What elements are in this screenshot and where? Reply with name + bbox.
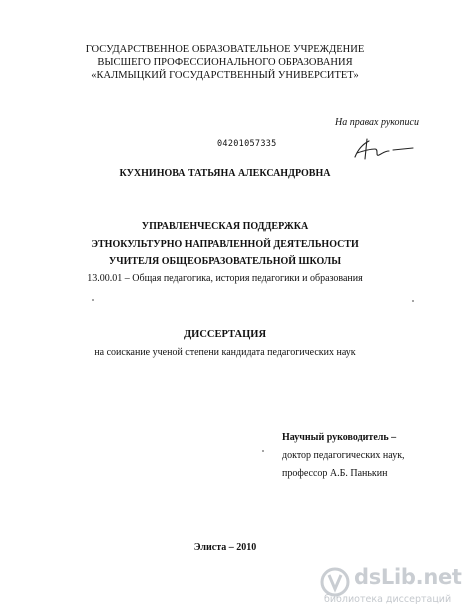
- supervisor-label: Научный руководитель –: [282, 432, 397, 443]
- institution-line-3: «КАЛМЫЦКИЙ ГОСУДАРСТВЕННЫЙ УНИВЕРСИТЕТ»: [91, 70, 359, 81]
- watermark: [320, 565, 462, 610]
- degree-statement: на соискание ученой степени кандидата педагогических наук: [94, 347, 356, 358]
- stray-mark: [412, 300, 414, 302]
- specialty: 13.00.01 – Общая педагогика, история педагогики и образования: [87, 273, 363, 284]
- supervisor-name: профессор А.Б. Панькин: [282, 468, 388, 479]
- watermark-site: dsLib.net: [354, 565, 462, 589]
- signature: [345, 135, 415, 165]
- institution-line-1: ГОСУДАРСТВЕННОЕ ОБРАЗОВАТЕЛЬНОЕ УЧРЕЖДЕНИЕ: [85, 44, 365, 55]
- place-year: Элиста – 2010: [193, 542, 257, 553]
- title-line-1: УПРАВЛЕНЧЕСКАЯ ПОДДЕРЖКА: [141, 221, 309, 232]
- watermark-subtitle: библиотека диссертаций: [324, 594, 452, 605]
- author-name: КУХНИНОВА ТАТЬЯНА АЛЕКСАНДРОВНА: [119, 168, 331, 179]
- stray-mark: [262, 450, 264, 452]
- institution-line-2: ВЫСШЕГО ПРОФЕССИОНАЛЬНОГО ОБРАЗОВАНИЯ: [97, 57, 353, 68]
- dslib-logo-icon: [320, 567, 350, 597]
- inventory-number: 04201057335: [217, 139, 277, 149]
- stray-mark: [92, 299, 94, 301]
- title-line-3: УЧИТЕЛЯ ОБЩЕОБРАЗОВАТЕЛЬНОЙ ШКОЛЫ: [108, 256, 342, 267]
- manuscript-note: На правах рукописи: [335, 117, 419, 128]
- supervisor-degree: доктор педагогических наук,: [282, 450, 405, 461]
- document-type: ДИССЕРТАЦИЯ: [183, 329, 267, 340]
- title-line-2: ЭТНОКУЛЬТУРНО НАПРАВЛЕННОЙ ДЕЯТЕЛЬНОСТИ: [91, 239, 359, 250]
